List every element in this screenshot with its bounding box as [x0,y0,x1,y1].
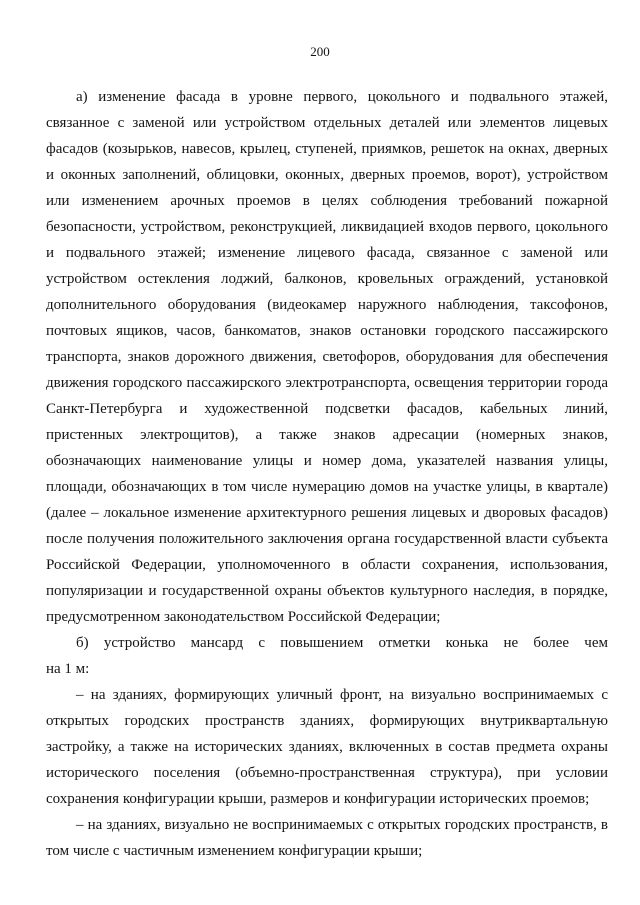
text-line: – на зданиях, визуально не воспринимаемых с открытых городских пространств, в [76,817,608,833]
text-line: движения городского пассажирского электротранспорта, освещения территории города [46,375,608,391]
text-line: устройством остекления лоджий, балконов, кровельных ограждений, установкой [46,271,608,287]
text-line: обозначающих наименование улицы и номер дома, указателей названия улицы, [46,453,608,469]
text-line: сохранения конфигурации крыши, размеров и конфигурации исторических проемов; [46,791,590,807]
text-line: б) устройство мансард с повышением отметки конька не более чем [76,635,608,651]
text-line: а) изменение фасада в уровне первого, цокольного и подвального этажей, [76,89,608,105]
text-line: (далее – локальное изменение архитектурного решения лицевых и дворовых фасадов) [46,505,608,521]
text-line: и подвального этажей; изменение лицевого фасада, связанное с заменой или [46,245,608,261]
page-number: 200 [310,44,330,59]
text-line: после получения положительного заключения органа государственной власти субъекта [46,531,608,547]
text-line: – на зданиях, формирующих уличный фронт, на визуально воспринимаемых с [76,687,608,703]
text-line: открытых городских пространств зданиях, формирующих внутриквартальную [46,713,608,729]
text-line: популяризации и государственной охраны объектов культурного наследия, в порядке, [46,583,608,599]
text-line: фасадов (козырьков, навесов, крылец, ступеней, приямков, решеток на окнах, дверных [46,141,608,157]
text-line: транспорта, знаков дорожного движения, светофоров, оборудования для обеспечения [46,349,608,365]
text-line: предусмотренном законодательством Российской Федерации; [46,609,441,625]
text-line: и оконных заполнений, облицовки, оконных, дверных проемов, ворот), устройством [46,167,608,183]
text-line: Российской Федерации, уполномоченного в области сохранения, использования, [46,557,608,573]
document-body [46,84,608,864]
text-line: том числе с частичным изменением конфигурации крыши; [46,843,423,859]
text-line: площади, обозначающих в том числе нумерацию домов на участке улицы, в квартале) [46,479,608,495]
text-line: связанное с заменой или устройством отдельных деталей или элементов лицевых [46,115,608,131]
text-line: дополнительного оборудования (видеокамер наружного наблюдения, таксофонов, [46,297,608,313]
text-line: безопасности, устройством, реконструкцией, ликвидацией входов первого, цокольного [46,219,608,235]
text-line: застройку, а также на исторических зданиях, включенных в состав предмета охраны [46,739,608,755]
text-line: почтовых ящиков, часов, банкоматов, знаков остановки городского пассажирского [46,323,608,339]
text-line: пристенных электрощитов), а также знаков адресации (номерных знаков, [46,427,608,443]
text-line: или изменением арочных проемов в целях соблюдения требований пожарной [46,193,608,209]
text-line: на 1 м: [46,661,90,677]
text-line: Санкт-Петербурга и художественной подсветки фасадов, кабельных линий, [46,401,608,417]
text-line: исторического поселения (объемно-пространственная структура), при условии [46,765,608,781]
